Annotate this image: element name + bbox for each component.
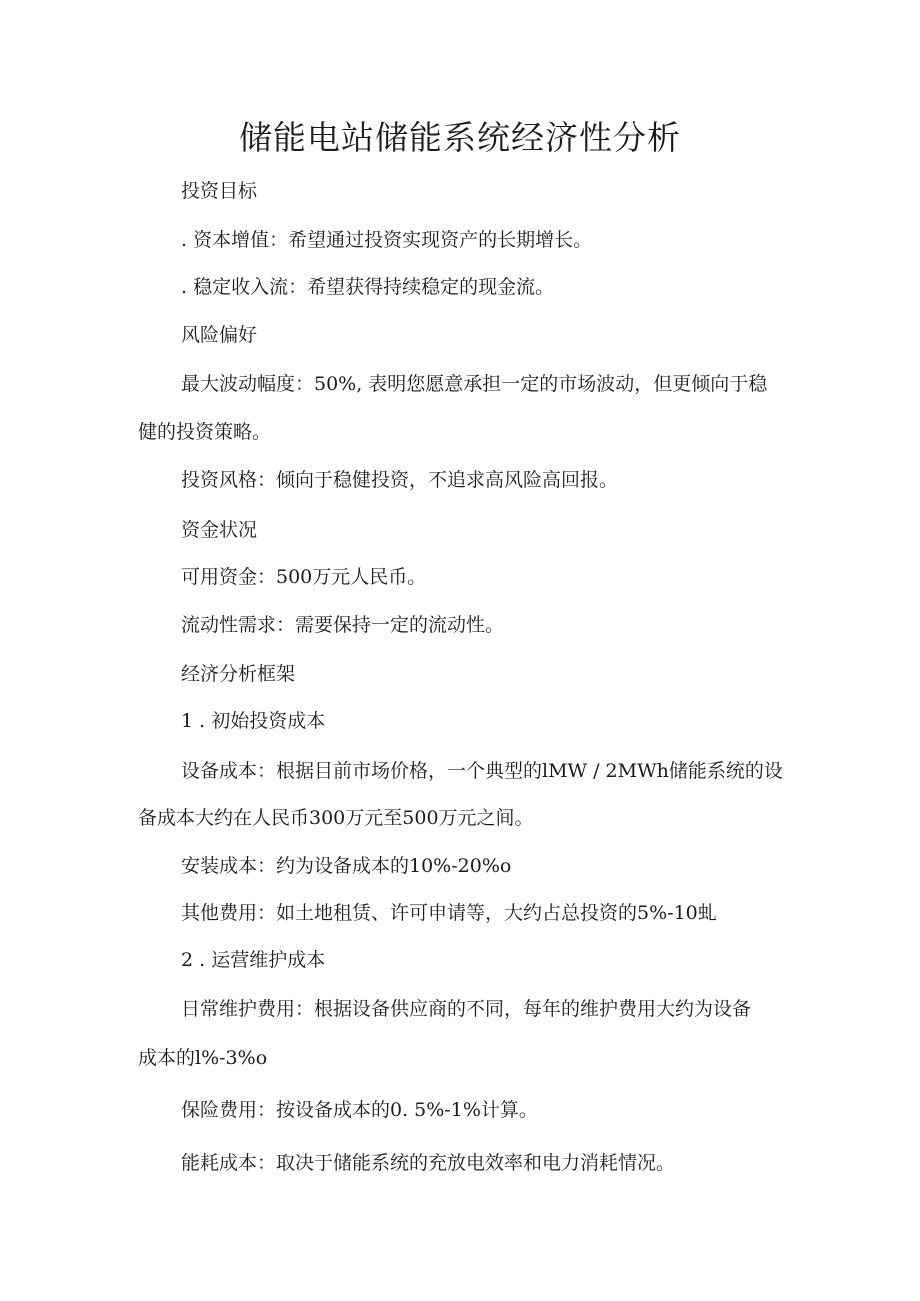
paragraph-liquidity: 流动性需求：需要保持一定的流动性。	[181, 614, 505, 636]
paragraph-daily-maintenance: 日常维护费用：根据设备供应商的不同，每年的维护费用大约为设备	[181, 998, 752, 1020]
document-title: 储能电站储能系统经济性分析	[239, 118, 681, 157]
paragraph-equipment-cost-cont: 备成本大约在人民币300万元至500万元之间。	[138, 807, 534, 829]
heading-investment-goal: 投资目标	[181, 180, 258, 202]
heading-initial-investment: 1 . 初始投资成本	[181, 710, 326, 732]
paragraph-investment-style: 投资风格：倾向于稳健投资，不追求高风险高回报。	[181, 469, 619, 491]
paragraph-max-volatility-cont: 健的投资策略。	[138, 421, 272, 443]
heading-capital-status: 资金状况	[181, 519, 258, 541]
heading-risk-preference: 风险偏好	[181, 324, 258, 346]
paragraph-energy-cost: 能耗成本：取决于储能系统的充放电效率和电力消耗情况。	[181, 1152, 676, 1174]
paragraph-other-fees: 其他费用：如土地租赁、许可申请等，大约占总投资的5%-10虬	[181, 902, 717, 924]
heading-analysis-framework: 经济分析框架	[181, 663, 296, 685]
paragraph-daily-maintenance-cont: 成本的l%-3%o	[138, 1047, 268, 1069]
paragraph-equipment-cost: 设备成本：根据目前市场价格，一个典型的lMW / 2MWh储能系统的设	[181, 760, 783, 782]
paragraph-insurance: 保险费用：按设备成本的0. 5%-1%计算。	[181, 1099, 538, 1121]
paragraph-max-volatility: 最大波动幅度：50%, 表明您愿意承担一定的市场波动，但更倾向于稳	[181, 373, 768, 395]
paragraph-installation-cost: 安装成本：约为设备成本的10%-20%o	[181, 855, 512, 877]
list-item-stable-income: . 稳定收入流：希望获得持续稳定的现金流。	[181, 276, 555, 298]
heading-operation-maintenance: 2 . 运营维护成本	[181, 949, 326, 971]
paragraph-available-funds: 可用资金：500万元人民币。	[181, 566, 427, 588]
list-item-capital-growth: . 资本增值：希望通过投资实现资产的长期增长。	[181, 229, 593, 251]
